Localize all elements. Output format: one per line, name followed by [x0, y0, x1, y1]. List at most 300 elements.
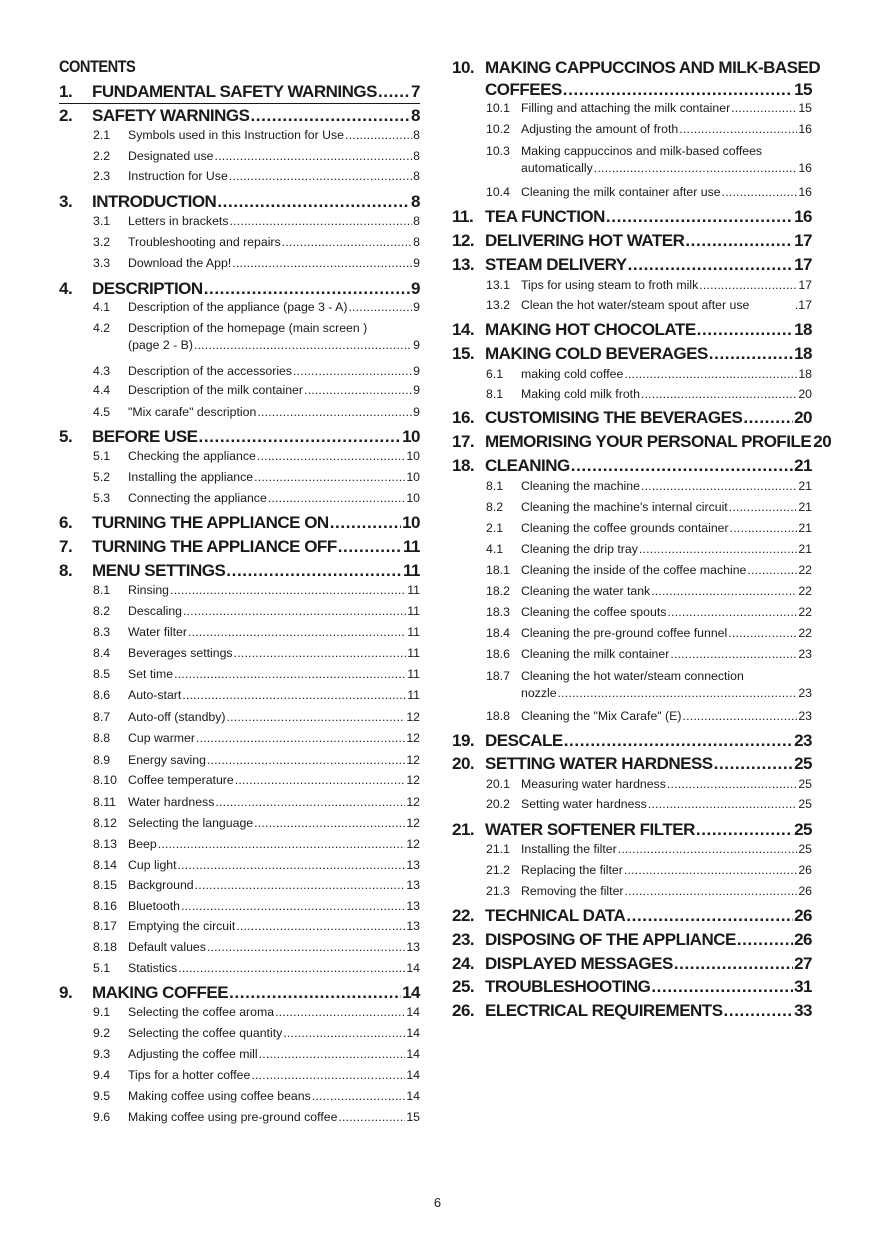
toc-section[interactable] — [59, 709, 420, 726]
dot-leader — [259, 1046, 406, 1063]
toc-entry-page: 16 — [798, 185, 812, 199]
dot-leader — [304, 382, 412, 399]
dot-leader — [207, 752, 405, 769]
toc-entry-number: 8.2 — [93, 604, 111, 618]
toc-chapter[interactable] — [452, 319, 812, 341]
toc-section[interactable] — [59, 582, 420, 599]
dot-leader — [183, 603, 406, 620]
dot-leader — [182, 687, 406, 704]
toc-entry-title: Cleaning the coffee spouts — [521, 605, 667, 619]
toc-entry-title-continued: automatically — [521, 161, 593, 175]
toc-section[interactable] — [452, 562, 812, 579]
toc-entry-number: 9.1 — [93, 1005, 111, 1019]
toc-entry-title: Statistics — [128, 961, 178, 975]
toc-section[interactable] — [452, 668, 812, 702]
dot-leader — [229, 213, 412, 230]
dot-leader — [696, 819, 793, 841]
toc-entry-title: Cup warmer — [128, 731, 195, 745]
toc-chapter[interactable] — [59, 426, 420, 448]
toc-entry-page: 10 — [406, 491, 420, 505]
dot-leader — [251, 1067, 405, 1084]
dot-leader — [283, 1025, 405, 1042]
dot-leader — [254, 815, 405, 832]
toc-chapter[interactable] — [452, 431, 832, 453]
toc-section[interactable] — [59, 624, 420, 641]
toc-section[interactable] — [59, 687, 420, 704]
dot-leader — [195, 877, 406, 894]
dot-leader — [236, 918, 405, 935]
toc-entry-number: 17. — [452, 432, 475, 451]
toc-entry-page: 21 — [798, 500, 812, 514]
toc-entry-page: .17 — [794, 298, 812, 312]
toc-entry-page: 9 — [413, 405, 420, 419]
toc-entry-page: 22 — [798, 626, 812, 640]
toc-chapter[interactable] — [452, 730, 812, 752]
toc-section[interactable] — [452, 499, 812, 516]
toc-section[interactable] — [452, 386, 812, 403]
toc-section[interactable] — [59, 148, 420, 165]
dot-leader — [312, 1088, 406, 1105]
toc-entry-page: 23 — [798, 647, 812, 661]
toc-section[interactable] — [59, 234, 420, 251]
toc-entry-title: Cleaning the inside of the coffee machine — [521, 563, 747, 577]
toc-entry-number: 8.10 — [93, 773, 117, 787]
toc-section[interactable] — [452, 541, 812, 558]
toc-entry-page: 25 — [798, 842, 812, 856]
toc-section[interactable] — [452, 277, 812, 294]
toc-entry-page: 10 — [402, 513, 420, 532]
toc-chapter[interactable] — [452, 254, 812, 276]
toc-section[interactable] — [59, 877, 420, 894]
dot-leader — [174, 666, 406, 683]
toc-entry-title: Bluetooth — [128, 899, 180, 913]
toc-entry-number: 15. — [452, 344, 475, 363]
toc-entry-page: 25 — [794, 754, 812, 773]
toc-entry-number: 10.2 — [486, 122, 510, 136]
toc-chapter[interactable] — [452, 1000, 812, 1022]
toc-section[interactable] — [59, 490, 420, 507]
toc-entry-page: 14 — [406, 1026, 420, 1040]
toc-chapter[interactable] — [452, 230, 812, 252]
dot-leader — [679, 121, 797, 138]
toc-section[interactable] — [59, 168, 420, 185]
toc-entry-title: Symbols used in this Instruction for Use — [128, 128, 344, 142]
toc-entry-title: TROUBLESHOOTING — [485, 977, 651, 996]
toc-section[interactable] — [59, 1109, 420, 1126]
toc-entry-number: 18.8 — [486, 709, 510, 723]
dot-leader — [257, 448, 405, 465]
toc-chapter[interactable] — [452, 455, 812, 477]
toc-entry-number: 4.5 — [93, 405, 111, 419]
toc-entry-number: 8.17 — [93, 919, 117, 933]
toc-entry-title: Cleaning the machine's internal circuit — [521, 500, 728, 514]
dot-leader — [330, 512, 401, 534]
toc-entry-number: 10.3 — [486, 144, 510, 158]
toc-chapter[interactable] — [59, 191, 420, 213]
toc-entry-number: 8.11 — [93, 795, 117, 809]
toc-section[interactable] — [452, 520, 812, 537]
toc-entry-number: 5. — [59, 427, 73, 446]
toc-entry-title-continued: nozzle — [521, 686, 557, 700]
toc-section[interactable] — [59, 918, 420, 935]
toc-entry-title: Connecting the appliance — [128, 491, 267, 505]
toc-entry-page: 8 — [413, 214, 420, 228]
dot-leader — [178, 960, 405, 977]
toc-section[interactable] — [59, 815, 420, 832]
dot-leader — [199, 426, 402, 448]
toc-entry-title: Beverages settings — [128, 646, 233, 660]
toc-entry-title: SAFETY WARNINGS — [92, 106, 250, 125]
toc-entry-page: 20 — [798, 387, 812, 401]
toc-entry-number: 14. — [452, 320, 475, 339]
toc-section[interactable] — [59, 363, 420, 380]
toc-entry-title: Beep — [128, 837, 157, 851]
dot-leader — [709, 343, 793, 365]
toc-entry-title: Troubleshooting and repairs — [128, 235, 281, 249]
toc-entry-page: 23 — [798, 709, 812, 723]
toc-entry-title: Description of the milk container — [128, 383, 303, 397]
toc-entry-number: 2.1 — [93, 128, 111, 142]
toc-section[interactable] — [59, 320, 420, 354]
toc-entry-page: 21 — [794, 456, 812, 475]
toc-entry-title: Clean the hot water/steam spout after use — [521, 298, 750, 312]
toc-entry-page: 25 — [798, 797, 812, 811]
toc-entry-number: 22. — [452, 906, 475, 925]
toc-entry-number: 2.2 — [93, 149, 111, 163]
toc-chapter[interactable] — [452, 206, 812, 228]
toc-chapter[interactable] — [452, 953, 812, 975]
toc-entry-page: 21 — [798, 521, 812, 535]
toc-entry-page: 17 — [794, 231, 812, 250]
toc-entry-page: 8 — [411, 106, 420, 125]
toc-entry-number: 10. — [452, 58, 475, 77]
dot-leader — [714, 753, 793, 775]
toc-section[interactable] — [59, 213, 420, 230]
toc-section[interactable] — [59, 898, 420, 915]
dot-leader — [625, 883, 798, 900]
toc-entry-page: 14 — [406, 1005, 420, 1019]
dot-leader — [618, 841, 798, 858]
toc-chapter[interactable] — [59, 105, 420, 127]
toc-entry-title: Making cold milk froth — [521, 387, 640, 401]
toc-entry-title: Coffee temperature — [128, 773, 234, 787]
toc-section[interactable] — [59, 645, 420, 662]
toc-entry-page: 11 — [407, 604, 420, 618]
toc-section[interactable] — [452, 841, 812, 858]
toc-entry-title: DISPLAYED MESSAGES — [485, 954, 673, 973]
toc-section[interactable] — [59, 1088, 420, 1105]
toc-entry-title: "Mix carafe" description — [128, 405, 257, 419]
toc-entry-title: Rinsing — [128, 583, 170, 597]
toc-entry-title: Cleaning the milk container after use — [521, 185, 721, 199]
dot-leader — [728, 625, 797, 642]
toc-entry-number: 8.6 — [93, 688, 111, 702]
toc-section[interactable] — [452, 121, 812, 138]
toc-entry-title: Emptying the circuit — [128, 919, 236, 933]
toc-entry-number: 8.16 — [93, 899, 117, 913]
toc-entry-number: 5.1 — [93, 449, 111, 463]
toc-chapter[interactable] — [59, 982, 420, 1004]
toc-entry-page: 33 — [794, 1001, 812, 1020]
toc-chapter[interactable] — [59, 512, 420, 534]
toc-entry-page: 11 — [407, 646, 420, 660]
toc-entry-title: WATER SOFTENER FILTER — [485, 820, 695, 839]
toc-entry-number: 8.3 — [93, 625, 111, 639]
toc-section[interactable] — [59, 404, 420, 421]
toc-entry-title: Cup light — [128, 858, 177, 872]
toc-section[interactable] — [59, 857, 420, 874]
dot-leader — [338, 536, 402, 558]
toc-entry-number: 3.3 — [93, 256, 111, 270]
toc-entry-title: ELECTRICAL REQUIREMENTS — [485, 1001, 723, 1020]
dot-leader — [234, 645, 407, 662]
toc-section[interactable] — [59, 382, 420, 399]
toc-entry-number: 8.2 — [486, 500, 504, 514]
dot-leader — [207, 939, 405, 956]
toc-entry-number: 4.3 — [93, 364, 111, 378]
toc-entry-page: 13 — [406, 899, 420, 913]
toc-entry-number: 18.4 — [486, 626, 510, 640]
toc-entry-number: 18.6 — [486, 647, 510, 661]
toc-section[interactable] — [59, 448, 420, 465]
toc-entry-number: 20.2 — [486, 797, 510, 811]
toc-chapter[interactable] — [452, 57, 821, 101]
toc-entry-page: 8 — [413, 235, 420, 249]
toc-entry-page: 20 — [794, 408, 812, 427]
toc-entry-page: 12 — [406, 837, 420, 851]
toc-chapter[interactable] — [59, 81, 420, 104]
toc-entry-title: FUNDAMENTAL SAFETY WARNINGS — [92, 82, 377, 101]
toc-chapter[interactable] — [452, 819, 812, 841]
toc-chapter[interactable] — [59, 560, 420, 582]
toc-entry-title: Set time — [128, 667, 174, 681]
toc-section[interactable] — [452, 583, 812, 600]
toc-section[interactable] — [452, 100, 812, 117]
toc-entry-page: 13 — [406, 858, 420, 872]
toc-entry-page: 26 — [798, 884, 812, 898]
toc-section[interactable] — [59, 127, 420, 144]
toc-entry-number: 6.1 — [486, 367, 504, 381]
toc-entry-page: 20 — [813, 432, 832, 451]
toc-entry-page: 12 — [406, 710, 420, 724]
toc-section[interactable] — [452, 478, 812, 495]
toc-entry-number: 7. — [59, 537, 73, 556]
toc-entry-page: 11 — [407, 688, 420, 702]
dot-leader — [641, 386, 797, 403]
dot-leader — [227, 709, 406, 726]
dot-leader — [674, 953, 793, 975]
dot-leader — [667, 604, 797, 621]
toc-section[interactable] — [452, 796, 812, 813]
toc-entry-page: 10 — [406, 449, 420, 463]
toc-entry-page: 12 — [406, 753, 420, 767]
toc-section[interactable] — [59, 772, 420, 789]
toc-entry-number: 10.1 — [486, 101, 510, 115]
dot-leader — [217, 191, 410, 213]
toc-entry-title: Selecting the coffee aroma — [128, 1005, 275, 1019]
dot-leader — [226, 560, 402, 582]
toc-entry-number: 3. — [59, 192, 73, 211]
toc-entry-number: 4.2 — [93, 321, 111, 335]
dot-leader — [606, 206, 793, 228]
toc-entry-page: 9 — [413, 383, 420, 397]
toc-entry-title: Selecting the coffee quantity — [128, 1026, 283, 1040]
toc-entry-page: 15 — [798, 101, 812, 115]
toc-entry-number: 18. — [452, 456, 475, 475]
toc-entry-number: 8.7 — [93, 710, 111, 724]
toc-entry-page: 13 — [406, 878, 420, 892]
toc-entry-page: 23 — [794, 731, 812, 750]
toc-entry-title: Checking the appliance — [128, 449, 256, 463]
toc-entry-number: 4. — [59, 279, 73, 298]
toc-entry-page: 12 — [406, 773, 420, 787]
toc-entry-number: 20. — [452, 754, 475, 773]
toc-entry-page: 14 — [406, 1068, 420, 1082]
toc-entry-title: BEFORE USE — [92, 427, 198, 446]
toc-entry-number: 8.14 — [93, 858, 117, 872]
toc-entry-number: 2.1 — [486, 521, 504, 535]
toc-chapter[interactable] — [452, 976, 812, 998]
toc-entry-title: MAKING COFFEE — [92, 983, 229, 1002]
toc-entry-title: Water filter — [128, 625, 187, 639]
toc-entry-page: 13 — [406, 919, 420, 933]
dot-leader — [571, 455, 793, 477]
dot-leader — [731, 100, 797, 117]
toc-entry-number: 24. — [452, 954, 475, 973]
dot-leader — [188, 624, 406, 641]
toc-section[interactable] — [59, 255, 420, 272]
toc-entry-title-continued: COFFEES — [485, 80, 562, 99]
toc-entry-page: 10 — [402, 427, 420, 446]
toc-section[interactable] — [59, 299, 420, 316]
toc-entry-page: 17 — [794, 255, 812, 274]
toc-section[interactable] — [452, 184, 812, 201]
toc-entry-page: 14 — [402, 983, 420, 1002]
toc-section[interactable] — [59, 1004, 420, 1021]
toc-section[interactable] — [452, 776, 812, 793]
toc-entry-number: 2. — [59, 106, 73, 125]
toc-entry-number: 8.1 — [93, 583, 111, 597]
dot-leader — [685, 230, 793, 252]
toc-entry-title: STEAM DELIVERY — [485, 255, 627, 274]
toc-section[interactable] — [452, 862, 812, 879]
toc-entry-number: 23. — [452, 930, 475, 949]
toc-entry-number: 8.13 — [93, 837, 117, 851]
toc-section[interactable] — [452, 708, 812, 725]
toc-entry-title: MAKING COLD BEVERAGES — [485, 344, 708, 363]
toc-entry-title: Background — [128, 878, 194, 892]
toc-chapter[interactable] — [452, 929, 812, 951]
toc-entry-title: DESCALE — [485, 731, 563, 750]
toc-entry-title: Installing the filter — [521, 842, 617, 856]
toc-entry-title: CLEANING — [485, 456, 570, 475]
toc-section[interactable] — [59, 603, 420, 620]
toc-section[interactable] — [59, 469, 420, 486]
toc-entry-page: 14 — [406, 1089, 420, 1103]
toc-entry-page: 9 — [413, 338, 420, 352]
toc-chapter[interactable] — [452, 753, 812, 775]
dot-leader — [682, 708, 797, 725]
toc-entry-title: Cleaning the hot water/steam connection — [521, 669, 744, 683]
toc-chapter[interactable] — [59, 536, 420, 558]
toc-entry-number: 21. — [452, 820, 475, 839]
toc-section[interactable] — [59, 794, 420, 811]
dot-leader — [564, 730, 793, 752]
dot-leader — [257, 404, 412, 421]
toc-chapter[interactable] — [59, 278, 420, 300]
toc-entry-number: 5.2 — [93, 470, 111, 484]
toc-chapter[interactable] — [452, 343, 812, 365]
toc-entry-title: MEMORISING YOUR PERSONAL PROFILE — [485, 432, 812, 451]
toc-section[interactable] — [59, 836, 420, 853]
toc-section[interactable] — [452, 625, 812, 642]
toc-entry-number: 4.1 — [486, 542, 504, 556]
dot-leader — [737, 929, 793, 951]
toc-chapter[interactable] — [452, 905, 812, 927]
toc-entry-number: 25. — [452, 977, 475, 996]
toc-section[interactable] — [452, 143, 812, 177]
dot-leader — [724, 1000, 794, 1022]
toc-chapter[interactable] — [452, 407, 812, 429]
toc-entry-title: TECHNICAL DATA — [485, 906, 626, 925]
toc-entry-number: 8.1 — [486, 387, 504, 401]
dot-leader — [232, 255, 412, 272]
toc-entry-title: INTRODUCTION — [92, 192, 217, 211]
toc-entry-number: 18.7 — [486, 669, 510, 683]
toc-entry-number: 9.6 — [93, 1110, 111, 1124]
toc-entry-number: 9.5 — [93, 1089, 111, 1103]
toc-section[interactable] — [59, 960, 420, 977]
toc-entry-title: Descaling — [128, 604, 182, 618]
toc-entry-title: Tips for a hotter coffee — [128, 1068, 251, 1082]
toc-section[interactable] — [59, 1025, 420, 1042]
dot-leader — [348, 299, 412, 316]
toc-entry-title: Auto-start — [128, 688, 182, 702]
toc-section[interactable] — [59, 1046, 420, 1063]
toc-entry-title: MENU SETTINGS — [92, 561, 226, 580]
toc-entry-number: 18.1 — [486, 563, 510, 577]
dot-leader — [699, 277, 797, 294]
toc-section[interactable] — [59, 666, 420, 683]
toc-section[interactable] — [452, 646, 812, 663]
toc-entry-title: Replacing the filter — [521, 863, 623, 877]
toc-section[interactable] — [59, 730, 420, 747]
toc-section[interactable] — [59, 939, 420, 956]
dot-leader — [628, 254, 793, 276]
toc-entry-title: Letters in brackets — [128, 214, 229, 228]
toc-entry-number: 26. — [452, 1001, 475, 1020]
toc-section[interactable] — [452, 366, 812, 383]
dot-leader — [563, 79, 793, 101]
toc-section[interactable] — [452, 604, 812, 621]
toc-entry-number: 6. — [59, 513, 73, 532]
toc-entry-page: 8 — [413, 128, 420, 142]
toc-entry-page: 16 — [794, 207, 812, 226]
toc-entry-page: 12 — [406, 795, 420, 809]
toc-entry-page: 9 — [411, 279, 420, 298]
toc-entry-title: Selecting the language — [128, 816, 254, 830]
dot-leader — [170, 582, 406, 599]
toc-entry-title: TURNING THE APPLIANCE ON — [92, 513, 329, 532]
toc-section[interactable] — [59, 752, 420, 769]
toc-entry-number: 12. — [452, 231, 475, 250]
toc-entry-title: Adjusting the amount of froth — [521, 122, 679, 136]
toc-section[interactable] — [452, 883, 812, 900]
toc-section[interactable] — [452, 297, 812, 314]
toc-section[interactable] — [59, 1067, 420, 1084]
toc-entry-number: 5.3 — [93, 491, 111, 505]
toc-entry-number: 8.18 — [93, 940, 117, 954]
